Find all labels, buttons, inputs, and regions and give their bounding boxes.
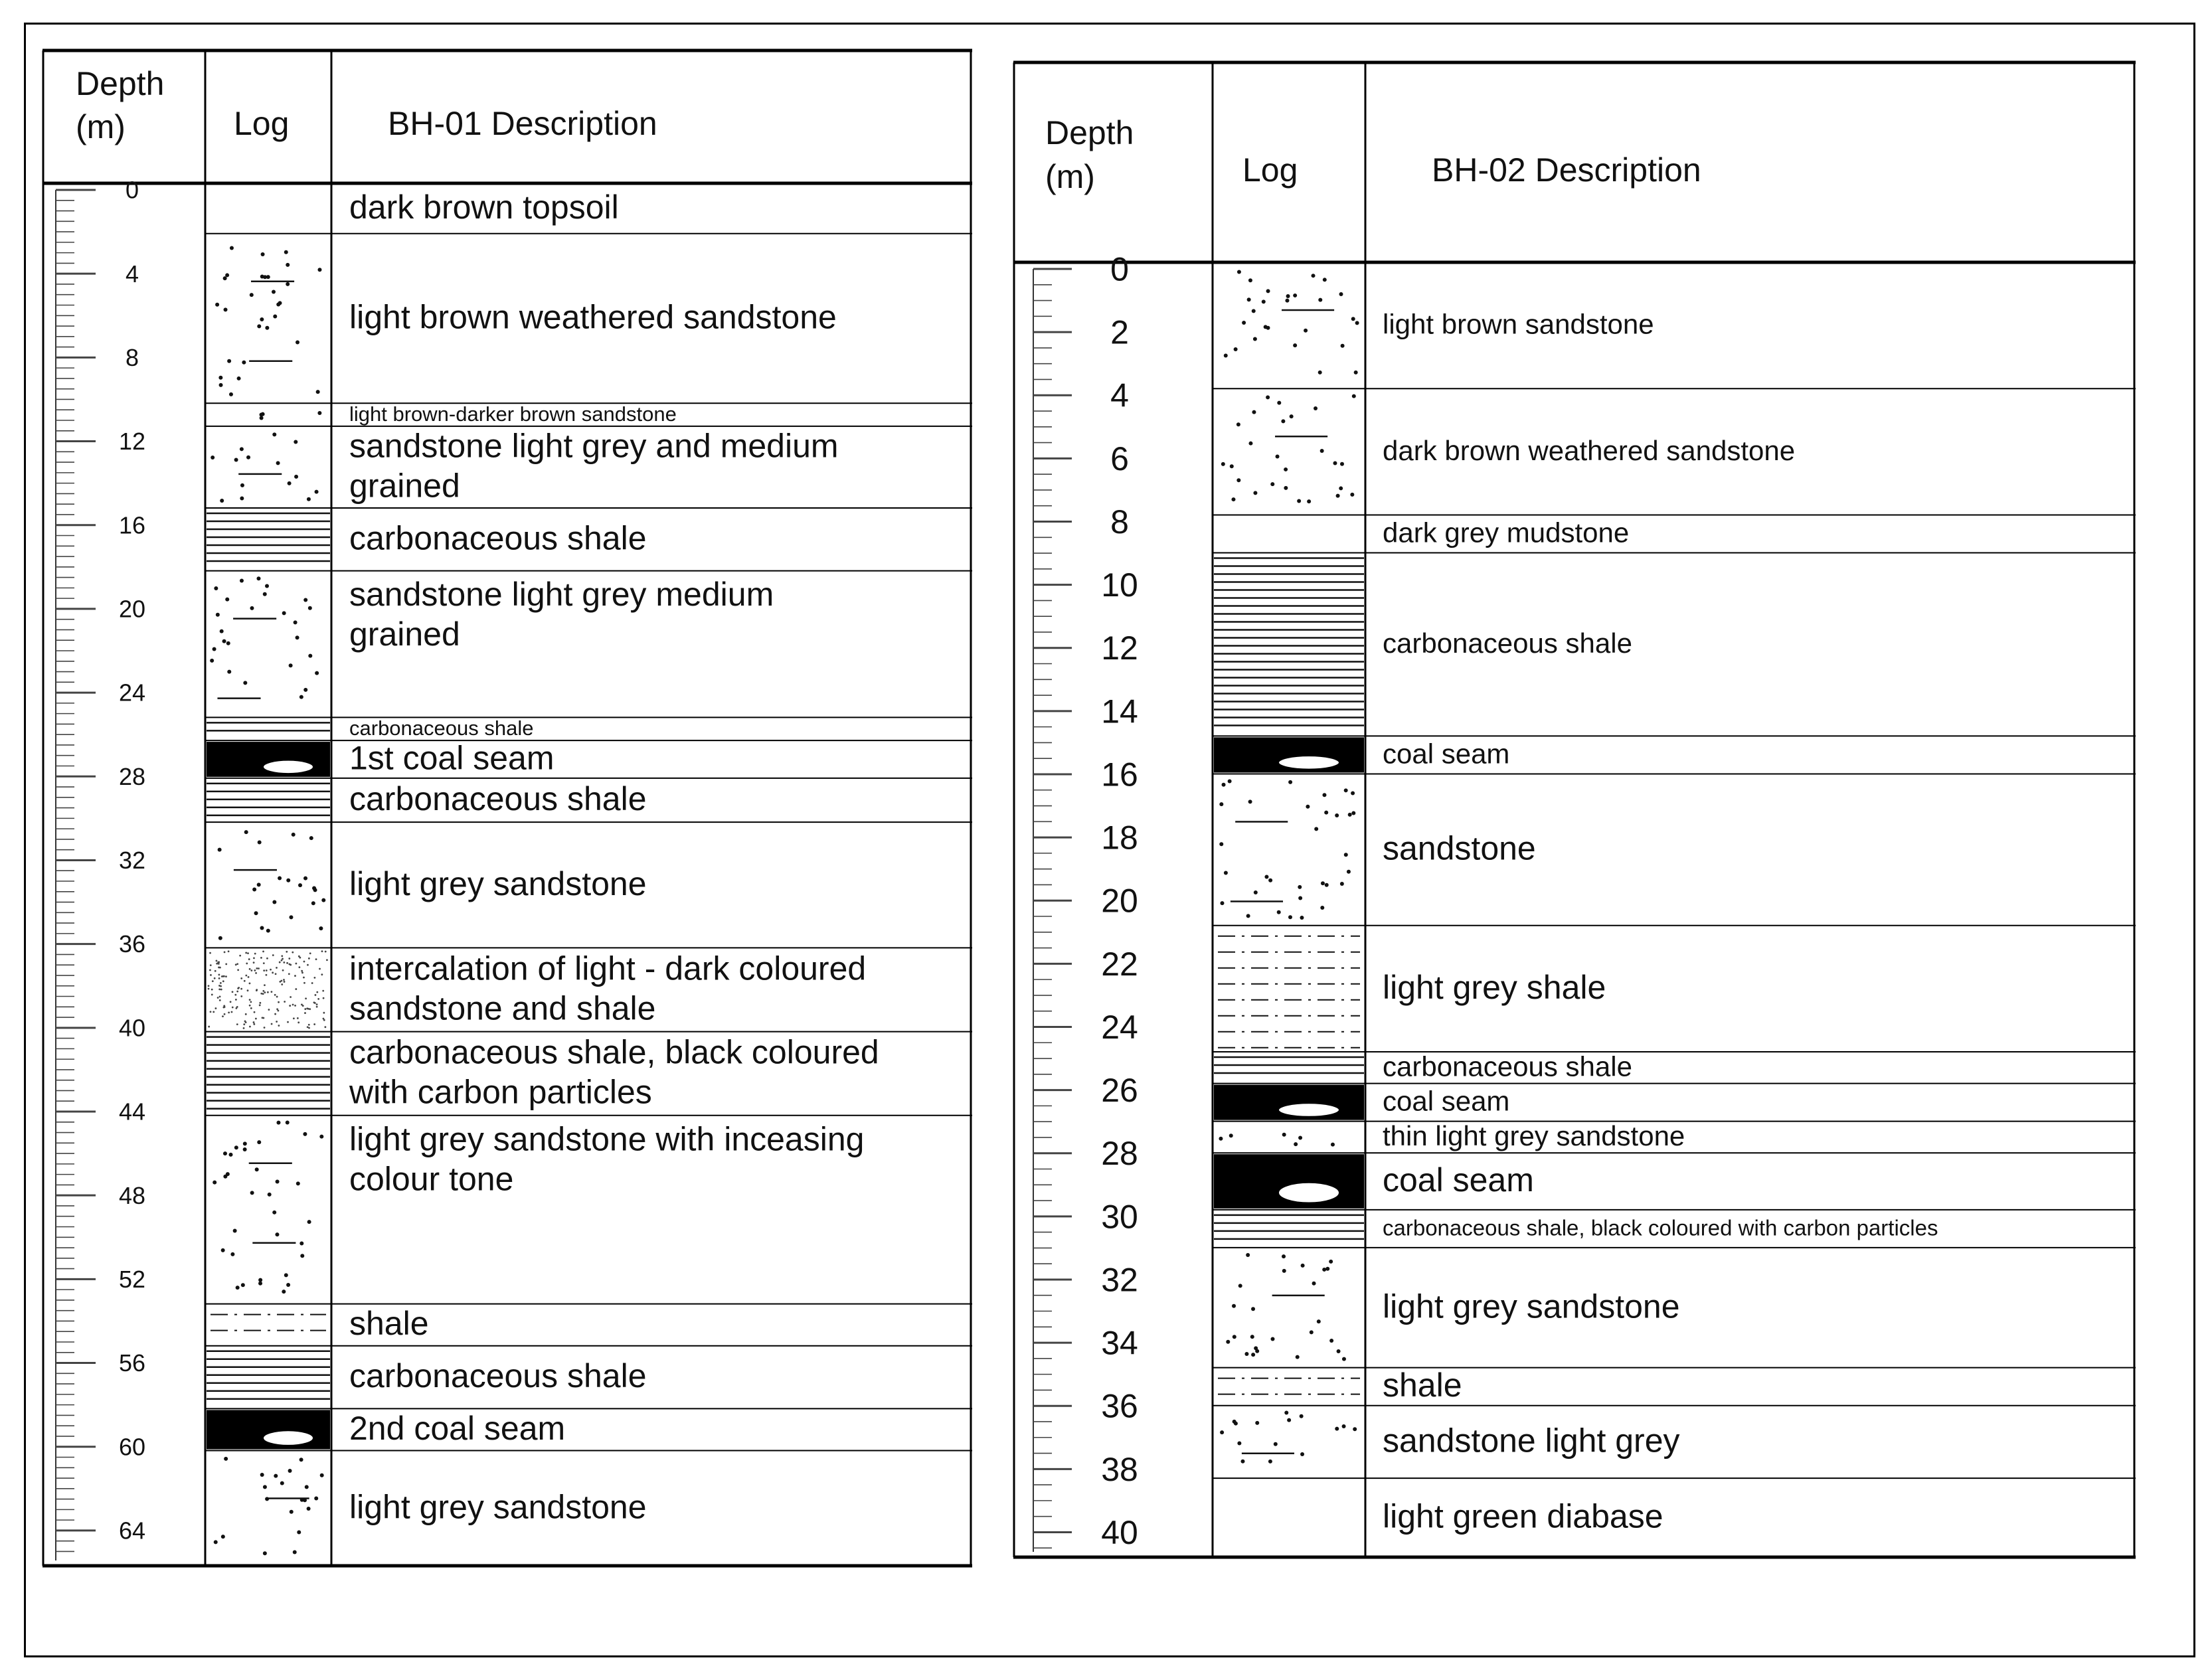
depth-tick-label: 60 [118, 1433, 146, 1461]
layer-sandstone [1224, 270, 1654, 375]
depth-tick-label: 14 [1101, 693, 1138, 730]
layer-coal [1213, 1153, 2136, 1209]
layer-description: 1st coal seam [349, 739, 554, 777]
layer-description: grained [349, 616, 460, 653]
layer-description: light grey shale [1383, 968, 1606, 1006]
layer-description: thin light grey sandstone [1383, 1120, 1685, 1152]
depth-tick-label: 52 [118, 1265, 146, 1293]
depth-tick-label: 32 [118, 847, 146, 875]
layer-description: with carbon particles [349, 1073, 652, 1111]
layer-description: light green diabase [1383, 1497, 1663, 1535]
coal-lens-icon [1278, 1183, 1339, 1203]
layer-shale [1213, 553, 2136, 726]
depth-tick-label: 40 [1101, 1513, 1138, 1551]
borehole-log-bh01 [43, 39, 972, 1569]
depth-tick-label: 6 [1110, 440, 1129, 477]
depth-tick-label: 12 [118, 428, 146, 456]
layer-description: carbonaceous shale [349, 1357, 647, 1395]
layer-sandstone [205, 1451, 972, 1556]
depth-tick-label: 36 [118, 930, 146, 958]
layer-siltyshale [205, 1304, 972, 1343]
depth-tick-label: 28 [118, 762, 146, 790]
layer-sandstone [205, 402, 972, 426]
depth-tick-label: 34 [1101, 1324, 1138, 1362]
depth-tick-label: 4 [1110, 377, 1129, 414]
layer-shale [205, 778, 972, 817]
layer-description: dark brown weathered sandstone [1383, 434, 1796, 466]
layer-shale [205, 508, 972, 561]
layer-description: sandstone light grey medium [349, 576, 774, 614]
layer-intercalation [205, 948, 972, 1029]
layer-coal [1213, 736, 2136, 772]
depth-tick-label: 2 [1110, 313, 1129, 351]
layer-sandstone [1213, 774, 2136, 920]
layer-description: dark brown topsoil [349, 188, 619, 226]
layer-description: carbonaceous shale, black coloured with carbon particles [1383, 1215, 1938, 1240]
depth-tick-label: 0 [1110, 250, 1129, 288]
layer-description: 2nd coal seam [349, 1409, 566, 1447]
layer-shale [205, 1032, 972, 1111]
depth-tick-label: 30 [1101, 1198, 1138, 1236]
depth-tick-label: 16 [1101, 756, 1138, 794]
layer-description: carbonaceous shale [1383, 1050, 1632, 1082]
layer-description: shale [1383, 1367, 1462, 1404]
layer-sandstone [205, 571, 972, 699]
coal-lens-icon [263, 760, 313, 774]
depth-tick-label: 56 [118, 1349, 146, 1377]
bh01-header-log: Log [234, 105, 290, 142]
depth-tick-label: 4 [125, 260, 139, 288]
bh02-log-svg [1013, 53, 2136, 1559]
layer-description: colour tone [349, 1160, 514, 1198]
layer-description: light grey sandstone [1383, 1288, 1680, 1325]
layer-sandstone [205, 426, 972, 505]
layer-coal [205, 740, 972, 777]
depth-tick-label: 36 [1101, 1387, 1138, 1425]
layer-description: coal seam [1383, 1161, 1534, 1199]
bh01-header-description: BH-01 Description [388, 105, 657, 142]
layer-coal [1213, 1084, 2136, 1120]
depth-tick-label: 32 [1101, 1261, 1138, 1299]
layer-description: light brown sandstone [1383, 308, 1654, 340]
depth-tick-label: 26 [1101, 1072, 1138, 1110]
layer-description: sandstone light grey and medium [349, 427, 839, 465]
depth-tick-label: 0 [125, 176, 139, 204]
layer-description: sandstone [1383, 829, 1536, 867]
bh01-header-depth: Depth [76, 65, 165, 102]
depth-tick-label: 20 [118, 595, 146, 623]
depth-tick-label: 22 [1101, 945, 1138, 983]
bh02-header-depth-unit: (m) [1045, 158, 1095, 195]
layer-blank [349, 189, 619, 226]
layer-sandstone [1213, 1248, 2136, 1361]
layer-blank [1213, 1478, 2136, 1535]
layer-description: light grey sandstone [349, 1488, 647, 1526]
coal-lens-icon [1278, 1103, 1339, 1117]
depth-tick-label: 48 [118, 1181, 146, 1209]
layer-sandstone [205, 822, 972, 940]
layer-description: carbonaceous shale [349, 519, 647, 557]
depth-tick-label: 44 [118, 1098, 146, 1126]
depth-tick-label: 24 [118, 679, 146, 707]
depth-tick-label: 24 [1101, 1008, 1138, 1046]
layer-description: light brown weathered sandstone [349, 298, 837, 336]
depth-tick-label: 12 [1101, 629, 1138, 667]
depth-tick-label: 16 [118, 511, 146, 539]
bh02-header-log: Log [1242, 151, 1298, 189]
layer-description: intercalation of light - dark coloured [349, 950, 867, 987]
layer-shale [1213, 1050, 2136, 1082]
depth-tick-label: 8 [1110, 503, 1129, 541]
layer-description: dark grey mudstone [1383, 517, 1630, 548]
layer-sandstone [1213, 1406, 2136, 1464]
bh01-depth-ruler [56, 177, 145, 1560]
layer-sandstone [205, 1116, 972, 1294]
layer-description: carbonaceous shale, black coloured [349, 1033, 879, 1071]
layer-siltyshale [1213, 1367, 2136, 1404]
depth-tick-label: 10 [1101, 566, 1138, 604]
layer-sandstone [205, 234, 972, 396]
layer-description: carbonaceous shale [349, 716, 534, 740]
layer-shale [205, 716, 972, 740]
coal-lens-icon [263, 1430, 313, 1446]
layer-description: light grey sandstone with inceasing [349, 1120, 865, 1158]
depth-tick-label: 28 [1101, 1135, 1138, 1173]
layer-shale [1213, 1210, 2136, 1240]
layer-description: coal seam [1383, 738, 1510, 770]
bh02-header-description: BH-02 Description [1432, 151, 1701, 189]
layer-shale [205, 1346, 972, 1399]
depth-tick-label: 18 [1101, 819, 1138, 857]
coal-lens-icon [1278, 756, 1339, 770]
layer-siltyshale [1213, 926, 2136, 1048]
layer-description: sandstone light grey [1383, 1422, 1680, 1460]
layer-description: light brown-darker brown sandstone [349, 402, 677, 426]
layer-sandstone [1213, 388, 2136, 503]
bh02-depth-ruler [1033, 251, 1138, 1552]
depth-tick-label: 20 [1101, 882, 1138, 920]
borehole-log-bh02 [1013, 53, 2136, 1559]
bh02-header-depth: Depth [1045, 114, 1134, 151]
layer-description: grained [349, 467, 460, 505]
depth-tick-label: 64 [118, 1517, 146, 1545]
layer-coal [205, 1408, 972, 1449]
bh01-log-svg [43, 39, 972, 1569]
layer-sandstone [1213, 1120, 2136, 1151]
depth-tick-label: 38 [1101, 1450, 1138, 1488]
layer-description: shale [349, 1305, 429, 1343]
layer-blank [1213, 515, 2136, 548]
layer-description: light grey sandstone [349, 865, 647, 902]
depth-tick-label: 8 [125, 343, 139, 371]
layer-description: carbonaceous shale [349, 780, 647, 818]
bh01-header-depth-unit: (m) [76, 108, 126, 145]
depth-tick-label: 40 [118, 1014, 146, 1042]
layer-description: coal seam [1383, 1085, 1510, 1117]
layer-description: carbonaceous shale [1383, 628, 1632, 659]
layer-description: sandstone and shale [349, 989, 656, 1027]
